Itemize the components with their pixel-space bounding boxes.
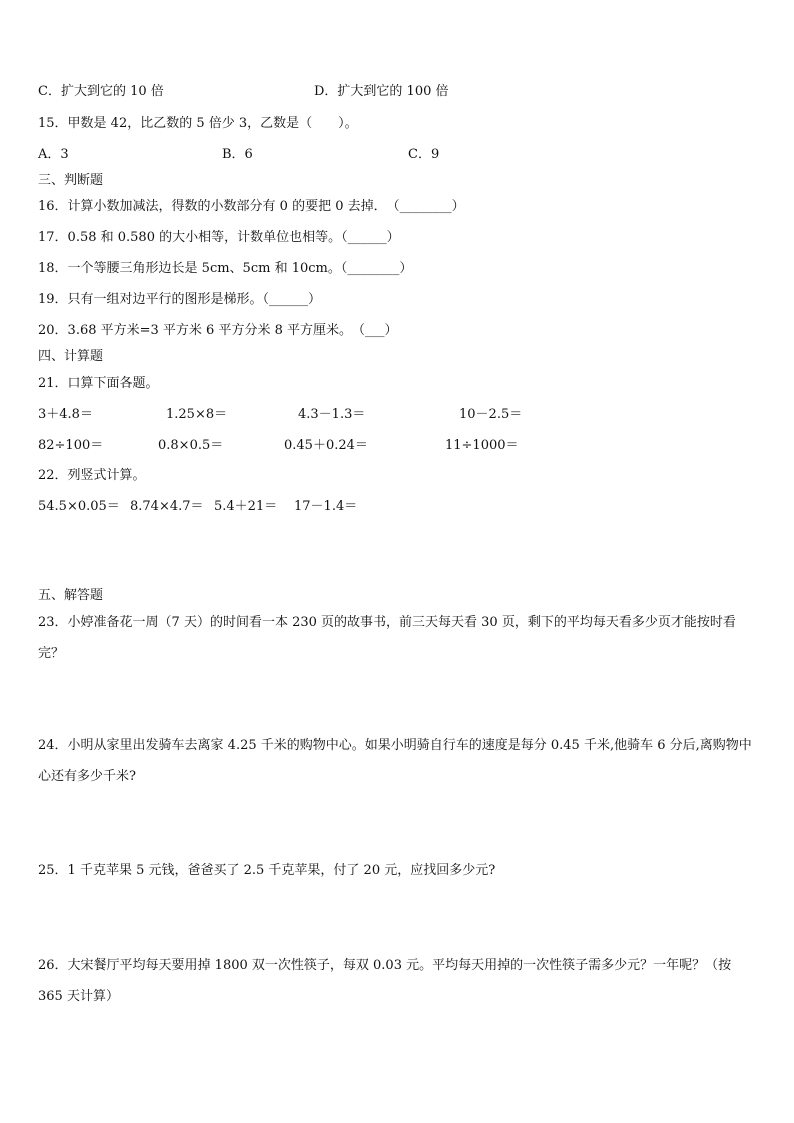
q21-row2-item: 0.45＋0.24＝	[284, 438, 368, 453]
section-4-heading: 四、计算题	[38, 349, 104, 364]
section-3-heading: 三、判断题	[38, 173, 104, 188]
q21-row2-item: 0.8×0.5＝	[158, 438, 224, 453]
q22-stem: 22．列竖式计算。	[38, 468, 146, 483]
q26: 26．大宋餐厅平均每天要用掉 1800 双一次性筷子，每双 0.03 元。平均每天用掉的一次性筷子需多少元？一年呢？（按 365 天计算）	[38, 958, 732, 1004]
q16: 16．计算小数加减法，得数的小数部分有 0 的要把 0 去掉． （________）	[38, 199, 465, 214]
q14-option-d: D．扩大到它的 100 倍	[314, 84, 449, 99]
q21-row1-item: 1.25×8＝	[166, 407, 228, 422]
q14-option-c: C．扩大到它的 10 倍	[38, 84, 164, 99]
q21-row1-item: 4.3－1.3＝	[298, 407, 366, 422]
q15-option-b: B．6	[222, 147, 253, 162]
q22-item: 8.74×4.7＝	[130, 499, 204, 514]
q22-item: 54.5×0.05＝	[38, 499, 120, 514]
q20: 20．3.68 平方米=3 平方米 6 平方分米 8 平方厘米。 （___）	[38, 323, 398, 338]
q15-option-a: A．3	[38, 147, 69, 162]
q18: 18．一个等腰三角形边长是 5cm、5cm 和 10cm。（________）	[38, 261, 413, 276]
q24: 24．小明从家里出发骑车去离家 4.25 千米的购物中心。如果小明骑自行车的速度是每分 0.45 千米,他骑车 6 分后,离购物中心还有多少千米?	[38, 738, 752, 784]
q22-item: 5.4＋21＝	[214, 499, 278, 514]
q21-row2-item: 11÷1000＝	[445, 438, 519, 453]
q15-stem: 15．甲数是 42，比乙数的 5 倍少 3，乙数是（ ）。	[38, 116, 358, 131]
q21-row1-item: 3＋4.8＝	[38, 407, 93, 422]
q22-item: 17－1.4＝	[294, 499, 358, 514]
section-5-heading: 五、解答题	[38, 588, 104, 603]
q21-row2-item: 82÷100＝	[38, 438, 104, 453]
q21-row1-item: 10－2.5＝	[459, 407, 523, 422]
q25: 25．1 千克苹果 5 元钱，爸爸买了 2.5 千克苹果，付了 20 元，应找回多少元?	[38, 863, 496, 878]
q15-option-c: C．9	[408, 147, 440, 162]
q19: 19．只有一组对边平行的图形是梯形。（______）	[38, 292, 322, 307]
q23: 23．小婷准备花一周（7 天）的时间看一本 230 页的故事书，前三天每天看 30 页，剩下的平均每天看多少页才能按时看完？	[38, 615, 736, 661]
q21-stem: 21．口算下面各题。	[38, 376, 159, 391]
q17: 17．0.58 和 0.580 的大小相等，计数单位也相等。（______）	[38, 230, 400, 245]
